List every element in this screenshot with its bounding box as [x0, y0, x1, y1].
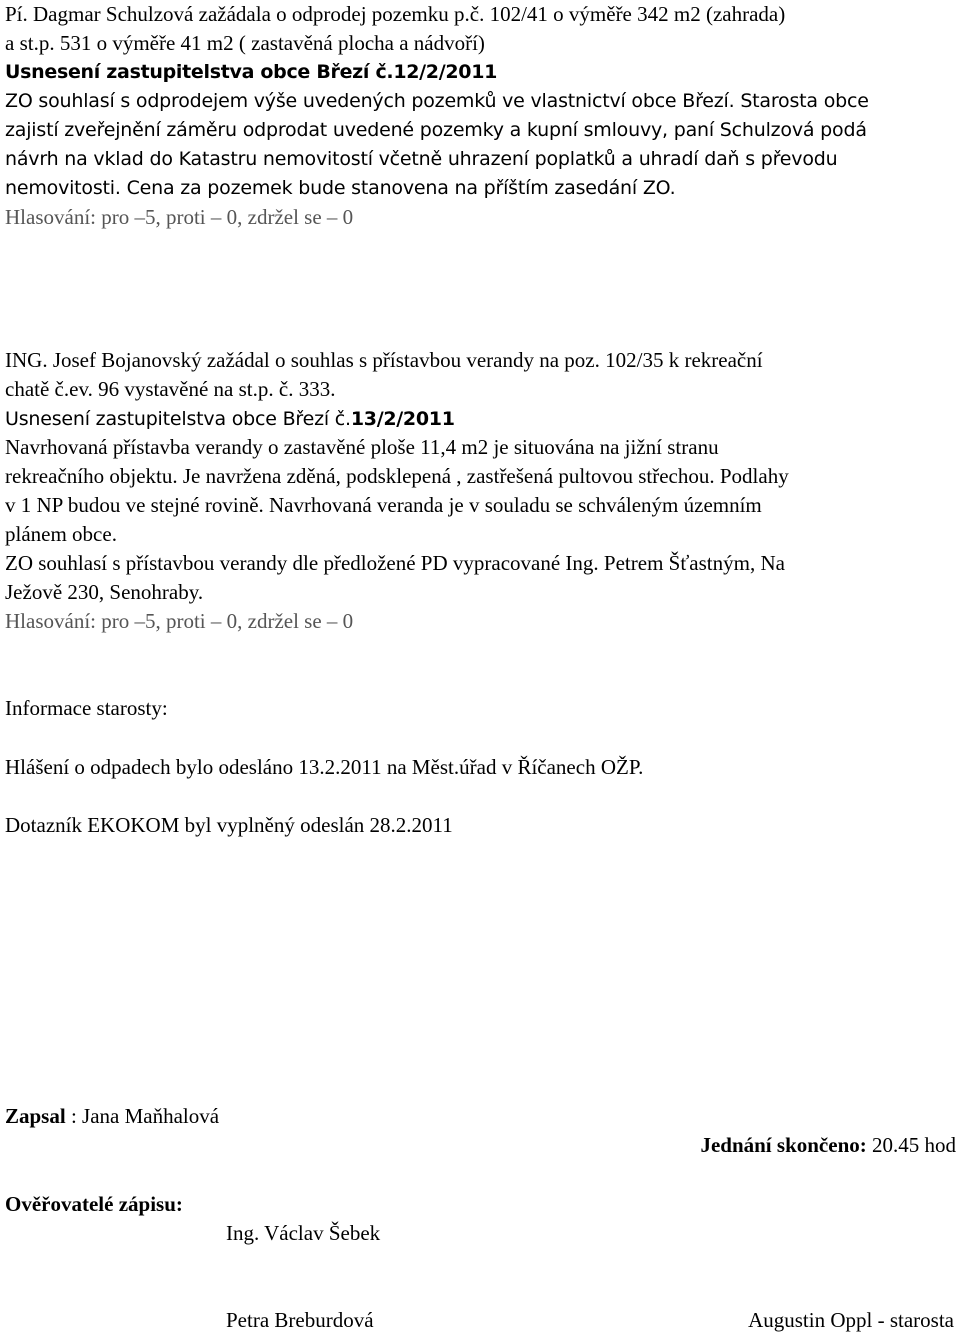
section2-resolution-label: Usnesení zastupitelstva obce Březí č.	[5, 408, 351, 430]
section1-line-1: Pí. Dagmar Schulzová zažádala o odprodej pozemku p.č. 102/41 o výměře 342 m2 (zahrada)	[5, 2, 786, 26]
verifier-name: Ing. Václav Šebek	[226, 1221, 381, 1245]
recorded-by	[5, 1104, 219, 1128]
section2-body-line-2: rekreačního objektu. Je navržena zděná, podsklepená , zastřešená pultovou střechou. Podlahy	[5, 464, 789, 488]
section2-vote: Hlasování: pro –5, proti – 0, zdržel se – 0	[5, 609, 354, 633]
section1-line-2: a st.p. 531 o výměře 41 m2 ( zastavěná plocha a nádvoří)	[5, 31, 485, 55]
section1-body-line-2: zajistí zveřejnění záměru odprodat uvedené pozemky a kupní smlouvy, paní Schulzová podá	[5, 119, 867, 141]
section2-body-line-3: v 1 NP budou ve stejné rovině. Navrhovaná veranda je v souladu se schváleným územním	[5, 493, 762, 517]
signer-name-2: Augustin Oppl - starosta	[748, 1308, 954, 1332]
section2-resolution-title	[5, 406, 455, 431]
section2-intro-line-1: ING. Josef Bojanovský zažádal o souhlas s přístavbou verandy na poz. 102/35 k rekreační	[5, 348, 763, 372]
recorded-by-value: : Jana Maňhalová	[65, 1104, 220, 1128]
verifiers-label: Ověřovatelé zápisu:	[5, 1192, 183, 1216]
meeting-ended-value: 20.45 hod	[866, 1133, 956, 1157]
section2-body-line-1: Navrhovaná přístavba verandy o zastavěné ploše 11,4 m2 je situována na jižní stranu	[5, 435, 719, 459]
section2-body-line-6: Ježově 230, Senohraby.	[5, 580, 204, 604]
section1-body-line-1: ZO souhlasí s odprodejem výše uvedených pozemků ve vlastnictví obce Březí. Starosta obce	[5, 90, 869, 112]
info-item-waste-report: Hlášení o odpadech bylo odesláno 13.2.2011 na Měst.úřad v Říčanech OŽP.	[5, 755, 644, 779]
section1-resolution-title: Usnesení zastupitelstva obce Březí č.12/2/2011	[5, 61, 498, 83]
signer-name-1: Petra Breburdová	[226, 1308, 374, 1332]
section1-vote: Hlasování: pro –5, proti – 0, zdržel se – 0	[5, 205, 354, 229]
section1-body-line-4: nemovitosti. Cena za pozemek bude stanovena na příštím zasedání ZO.	[5, 177, 676, 199]
info-item-ekokom: Dotazník EKOKOM byl vyplněný odeslán 28.2.2011	[5, 813, 453, 837]
section2-body-line-5: ZO souhlasí s přístavbou verandy dle předložené PD vypracované Ing. Petrem Šťastným, Na	[5, 551, 785, 575]
section2-body-line-4: plánem obce.	[5, 522, 117, 546]
section1-body-line-3: návrh na vklad do Katastru nemovitostí včetně uhrazení poplatků a uhradí daň s převodu	[5, 148, 838, 170]
info-heading: Informace starosty:	[5, 696, 168, 720]
meeting-ended	[700, 1133, 956, 1157]
recorded-by-label: Zapsal	[5, 1104, 66, 1128]
section2-resolution-number: 13/2/2011	[350, 408, 455, 430]
section2-intro-line-2: chatě č.ev. 96 vystavěné na st.p. č. 333.	[5, 377, 336, 401]
meeting-ended-label: Jednání skončeno:	[700, 1133, 867, 1157]
